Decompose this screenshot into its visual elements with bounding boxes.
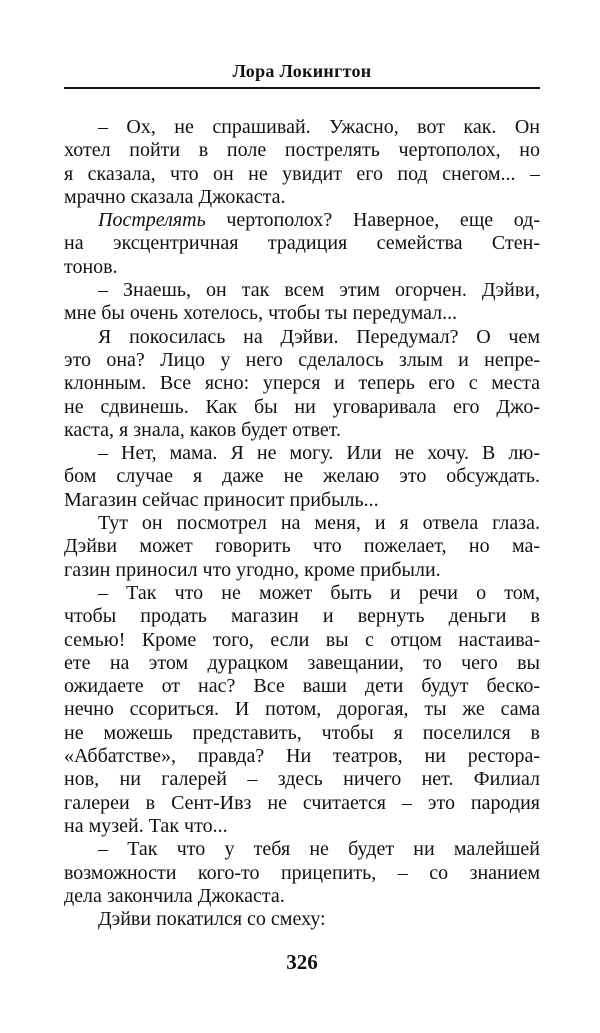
text-line <box>64 256 540 279</box>
text-line <box>64 326 540 349</box>
italic-emphasis: Пострелять <box>98 209 206 232</box>
text-line <box>64 396 540 419</box>
text-line <box>64 675 540 698</box>
line-text: нечно ссориться. И потом, дорогая, ты же сама <box>64 698 540 721</box>
text-line <box>64 442 540 465</box>
header-rule <box>64 87 540 89</box>
line-text: на эксцентричная традиция семейства Стен- <box>64 232 540 255</box>
text-line <box>64 629 540 652</box>
line-text: дела закончила Джокаста. <box>64 884 285 907</box>
text-line <box>64 815 540 838</box>
text-line <box>64 792 540 815</box>
text-line <box>64 698 540 721</box>
text-line <box>64 768 540 791</box>
line-text: чертополох? Наверное, еще од- <box>205 209 540 232</box>
line-text: – Знаешь, он так всем этим огорчен. Дэйви, <box>98 279 540 302</box>
text-line <box>64 302 540 325</box>
page-number: 326 <box>286 950 318 974</box>
line-text: – Ох, не спрашивай. Ужасно, вот как. Он <box>98 116 540 138</box>
running-header: Лора Локингтон <box>232 61 372 81</box>
line-text: «Аббатстве», правда? Ни театров, ни рестора- <box>64 745 540 768</box>
line-text: Магазин сейчас приносит прибыль... <box>64 488 379 511</box>
text-line <box>64 209 540 232</box>
text-line <box>64 186 540 209</box>
line-text: мне бы очень хотелось, чтобы ты передумал... <box>64 302 458 325</box>
text-line <box>64 582 540 605</box>
line-text: – Так что не может быть и речи о том, <box>98 581 540 604</box>
text-line <box>64 745 540 768</box>
text-line <box>64 605 540 628</box>
line-text: ожидаете от нас? Все ваши дети будут беско- <box>64 675 540 698</box>
text-line <box>64 419 540 442</box>
line-text: Дэйви покатился со смеху: <box>98 908 326 931</box>
line-text: это она? Лицо у него сделалось злым и непре- <box>64 348 540 371</box>
line-text: каста, я знала, каков будет ответ. <box>64 418 342 441</box>
text-line <box>64 535 540 558</box>
line-text: бом случае я даже не желаю это обсуждать. <box>64 465 540 488</box>
line-text: не можешь представить, чтобы я поселился в <box>64 721 540 744</box>
line-text: нов, ни галерей – здесь ничего нет. Филиал <box>64 768 540 791</box>
line-text: клонным. Все ясно: уперся и теперь его с места <box>64 372 540 395</box>
text-line <box>64 349 540 372</box>
line-text: Я покосилась на Дэйви. Передумал? О чем <box>98 325 540 348</box>
line-text: семью! Кроме того, если вы с отцом настаива- <box>64 628 540 651</box>
text-line <box>64 722 540 745</box>
line-text: – Нет, мама. Я не могу. Или не хочу. В лю- <box>98 442 540 465</box>
text-line <box>64 465 540 488</box>
text-line <box>64 372 540 395</box>
line-text: – Так что у тебя не будет ни малейшей <box>98 838 540 861</box>
line-text: газин приносил что угодно, кроме прибыли. <box>64 558 441 581</box>
text-line <box>64 862 540 885</box>
line-text: мрачно сказала Джокаста. <box>64 185 286 208</box>
line-text: хотел пойти в поле пострелять чертополох, но <box>64 139 540 162</box>
text-line <box>64 232 540 255</box>
text-line <box>64 838 540 861</box>
line-text: ете на этом дурацком завещании, то чего вы <box>64 651 540 674</box>
line-text: Тут он посмотрел на меня, и я отвела глаза. <box>98 512 540 535</box>
text-line <box>64 489 540 512</box>
text-line <box>64 652 540 675</box>
body-text <box>64 116 540 931</box>
line-text: я сказала, что он не увидит его под снегом... – <box>64 162 540 185</box>
line-text: чтобы продать магазин и вернуть деньги в <box>64 605 540 628</box>
text-line <box>64 885 540 908</box>
text-line <box>64 139 540 162</box>
line-text: галереи в Сент-Ивз не считается – это пародия <box>64 791 540 814</box>
line-text: возможности кого-то прицепить, – со знанием <box>64 861 540 884</box>
text-line <box>64 163 540 186</box>
text-line <box>64 908 540 931</box>
line-text: на музей. Так что... <box>64 814 228 837</box>
line-text: тонов. <box>64 255 118 278</box>
text-line <box>64 116 540 139</box>
line-text: не сдвинешь. Как бы ни уговаривала его Джо- <box>64 395 540 418</box>
text-line <box>64 512 540 535</box>
text-line <box>64 559 540 582</box>
text-line <box>64 279 540 302</box>
line-text: Дэйви может говорить что пожелает, но ма- <box>64 535 540 558</box>
